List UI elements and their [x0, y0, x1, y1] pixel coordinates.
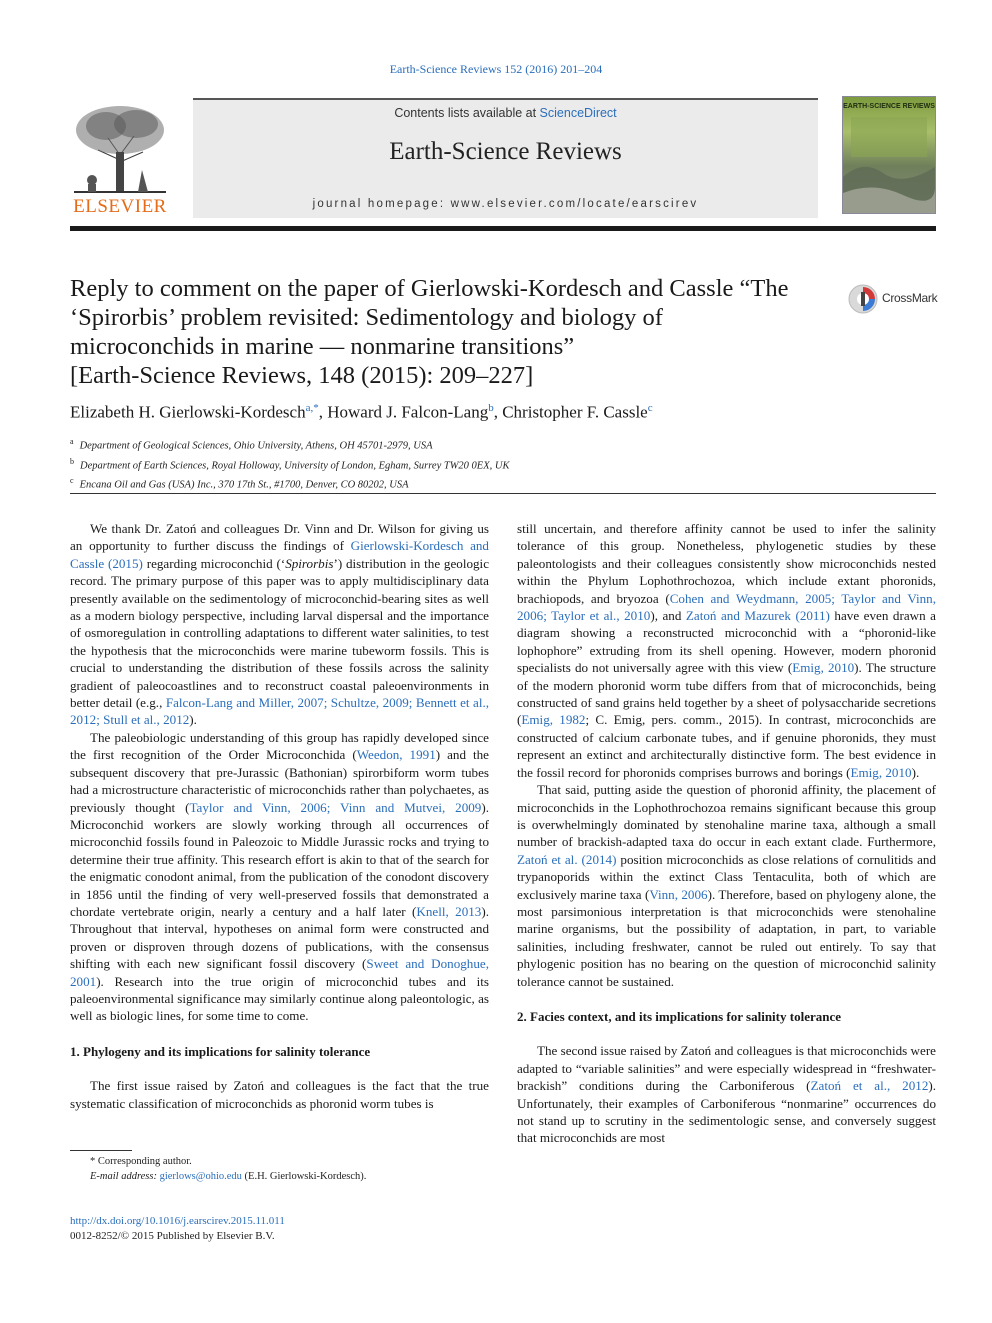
email-link[interactable]: gierlows@ohio.edu [159, 1171, 242, 1182]
citation-link[interactable]: Weedon, 1991 [356, 747, 436, 763]
text-run: have even drawn a diagram showing a reconstructed microconchid with a “phoronid-like lophophore” extruding from its shell opening. However, modern phoronid specialists do not universally agree with this view ( [517, 608, 936, 676]
author-affiliation-mark[interactable]: b [488, 402, 494, 414]
text-run: That said, putting aside the question of phoronid affinity, the placement of microconchids in the Lophothrochozoa remains significant because this group is overwhelmingly dominated by stenohaline marine taxa, although a small number of brackish-adapted taxa do occur in each extant clade. Furthermore, [517, 782, 936, 850]
footnote-rule [70, 1150, 132, 1151]
corresponding-author-footnote [70, 1154, 366, 1184]
crossmark-badge[interactable] [848, 284, 948, 314]
title-divider [70, 493, 936, 494]
body-paragraph [70, 1077, 489, 1112]
citation-link[interactable]: Emig, 2010 [850, 764, 912, 780]
text-run: ). Research into the true origin of microconchid tubes and its paleoenvironmental significance may similarly continue along paleontologic, as well as biologic lines, for some time to come. [70, 973, 489, 1024]
text-run: The first issue raised by Zatoń and colleagues is the fact that the true systematic classification of microconchids as phoronid worm tubes is [70, 1078, 489, 1111]
header-rule [70, 226, 936, 231]
author-name[interactable]: Christopher F. Cassle [502, 402, 648, 422]
title-line: microconchids in marine — nonmarine transitions” [70, 333, 575, 360]
elsevier-tree-icon [68, 100, 172, 196]
citation-link[interactable]: Zatoń et al. (2014) [517, 851, 617, 867]
affiliation-mark: c [70, 476, 74, 485]
italic-text: Spirorbis [285, 555, 334, 571]
footnote-mark: * [90, 1156, 96, 1167]
author-name[interactable]: Elizabeth H. Gierlowski-Kordesch [70, 402, 306, 422]
citation-link[interactable]: Falcon-Lang and Miller, 2007; Schultze, 2009; Bennett et al., 2012; Stull et al., 2012 [70, 695, 490, 728]
doi-block [70, 1214, 285, 1244]
affiliations [70, 434, 509, 493]
affiliation-text: Department of Earth Sciences, Royal Holloway, University of London, Egham, Surrey TW20 0EX, UK [80, 460, 510, 471]
right-column [517, 520, 936, 1147]
sciencedirect-link[interactable]: ScienceDirect [539, 106, 617, 120]
text-run: ; C. Emig, pers. comm., 2015). In contrast, microconchids are constructed of calcium carbonate tubes, and if genuine phoronids, they must represent an extinct and architecturally distinctive form. The best evidence in the fossil record for phoronids comprises burrows and borings ( [517, 712, 936, 780]
citation-link[interactable]: Zatoń and Mazurek (2011) [685, 608, 830, 624]
journal-cover-image [842, 96, 936, 214]
elsevier-logo [68, 100, 172, 218]
journal-homepage[interactable]: journal homepage: www.elsevier.com/locate/earscirev [312, 198, 699, 210]
body-paragraph [70, 729, 489, 1025]
text-run: ). Microconchid workers are slowly working through all occurrences of microconchid fossils found in Paleozoic to Middle Jurassic rocks and trying to determine their true affinity. This research effort is akin to that of the search for the enigmatic conodont animal, from the publication of the conodont discovery in 1856 until the finding of very well-preserved fossils that demonstrated a chordate vertebrate origin, nearly a century and a half later ( [70, 799, 489, 919]
section-heading: 1. Phylogeny and its implications for salinity tolerance [70, 1043, 371, 1059]
body-paragraph [517, 1042, 936, 1146]
author-separator: , [493, 402, 503, 422]
journal-banner [193, 100, 818, 218]
footnote-line [70, 1169, 366, 1184]
left-column [70, 520, 489, 1112]
text-run: ). Unfortunately, their examples of Carboniferous “nonmarine” occurrences do not stand up to scrutiny in the sedimentologic sense, and conversely suggest that microconchids are most [517, 1078, 937, 1146]
text-run: ). Throughout that interval, hypotheses on animal form were constructed and proven or disproven through dozens of publications, with the consensus shifting with each new significant fossil discovery ( [70, 903, 489, 972]
affiliation [70, 473, 509, 493]
elsevier-wordmark: ELSEVIER [73, 196, 167, 217]
citation-link[interactable]: Gierlowski-Kordesch and Cassle (2015) [70, 538, 489, 571]
title-line: ‘Spirorbis’ problem revisited: Sedimentology and biology of [70, 304, 663, 331]
author-affiliation-mark[interactable]: c [647, 402, 653, 414]
text-run: The paleobiologic understanding of this group has rapidly developed since the first recognition of the Order Microconchida ( [70, 729, 489, 763]
affiliation-mark: a [70, 437, 74, 446]
citation-link[interactable]: Cohen and Weydmann, 2005; Taylor and Vinn, 2006; Taylor et al., 2010 [517, 590, 936, 624]
crossmark-label: CrossMark [882, 291, 938, 305]
text-run: We thank Dr. Zatoń and colleagues Dr. Vinn and Dr. Wilson for giving us an opportunity to further discuss the findings of [70, 521, 489, 554]
cover-title: EARTH-SCIENCE REVIEWS [843, 103, 935, 110]
citation-link[interactable]: Emig, 2010 [792, 660, 855, 676]
text-run: ). [189, 712, 197, 728]
body-paragraph [70, 520, 489, 729]
text-run: ). The structure of the modern phoronid worm tube differs from that of microconchids, being constructed of sand grains held together by a sheet of polysaccharide secretions ( [517, 660, 936, 728]
contents-prefix: Contents lists available at [394, 106, 540, 120]
citation-link[interactable]: Vinn, 2006 [649, 886, 708, 902]
text-run: ’) distribution in the geologic record. The primary purpose of this paper was to apply multidisciplinary data presently available on the sedimentology of microconchid-bearing sites as well as a modern biology perspective, including larval dispersal and the importance of osmoregulation in controlling adaptations to different water salinities, to test the hypothesis that the microconchids were marine tubeworm fossils. This is crucial to understanding the distribution of these fossils across the salinity gradient of paleocoastlines and to reconstruct coastal paleoenvironments in better detail (e.g., [70, 555, 490, 711]
affiliation-mark: b [70, 456, 74, 466]
text-run: ). [911, 764, 920, 780]
author-name[interactable]: Howard J. Falcon-Lang [327, 402, 489, 422]
journal-citation[interactable]: Earth-Science Reviews 152 (2016) 201–204 [389, 62, 603, 76]
affiliation [70, 454, 509, 474]
author-separator: , [318, 402, 328, 422]
footnote-label: Corresponding author. [97, 1156, 192, 1167]
crossmark-icon [848, 284, 878, 314]
text-run: ), and [650, 608, 686, 624]
section-heading: 2. Facies context, and its implications for salinity tolerance [517, 1008, 842, 1024]
citation-link[interactable]: Taylor and Vinn, 2006; Vinn and Mutvei, 2009 [189, 799, 482, 815]
body-paragraph [517, 520, 936, 781]
doi-link[interactable]: http://dx.doi.org/10.1016/j.earscirev.2015.11.011 [70, 1215, 285, 1227]
text-run: ) and the subsequent discovery that pre-Jurassic (Bathonian) spirorbiform worm tubes had a microstructure characteristic of microconchids rather than polychaetes, as previously thought ( [70, 747, 489, 815]
affiliation [70, 434, 509, 454]
author-list [70, 402, 653, 423]
journal-title: Earth-Science Reviews [389, 138, 622, 165]
text-run: The second issue raised by Zatoń and colleagues is that microconchids were adapted to “variable salinities” and were especially widespread in “freshwater-brackish” conditions during the Carboniferous ( [517, 1043, 936, 1094]
text-run: ). Therefore, based on phylogeny alone, the most parsimonious interpretation is that microconchids were stenohaline marine organisms, but the possibility of adaptation, in part, to variable salinities, including freshwater, cannot be ruled out entirely. To say that phylogenic position has no bearing on the question of microconchid salinity tolerance cannot be sustained. [517, 886, 936, 989]
author-affiliation-mark[interactable]: a,* [305, 402, 319, 414]
affiliation-text: Encana Oil and Gas (USA) Inc., 370 17th St., #1700, Denver, CO 80202, USA [79, 479, 409, 491]
copyright-line: 0012-8252/© 2015 Published by Elsevier B.V. [70, 1230, 275, 1242]
title-line: [Earth-Science Reviews, 148 (2015): 209–227] [70, 362, 534, 389]
email-label: E-mail address: [90, 1171, 160, 1182]
title-line: Reply to comment on the paper of Gierlowski-Kordesch and Cassle “The [70, 275, 789, 302]
affiliation-text: Department of Geological Sciences, Ohio University, Athens, OH 45701-2979, USA [79, 440, 433, 452]
cover-landscape-icon [843, 97, 935, 213]
citation-link[interactable]: Sweet and Donoghue, 2001 [70, 956, 489, 989]
footnote-line [70, 1154, 366, 1169]
citation-link[interactable]: Emig, 1982 [521, 712, 586, 728]
citation-link[interactable]: Knell, 2013 [416, 903, 482, 919]
email-owner: (E.H. Gierlowski-Kordesch). [241, 1171, 367, 1182]
article-title [70, 274, 810, 390]
contents-availability [193, 106, 818, 120]
text-run: regarding microconchid (‘ [142, 555, 286, 571]
text-run: still uncertain, and therefore affinity cannot be used to infer the salinity tolerance of this group. Nonetheless, phylogenetic studies by these paleontologists and their colleagues consistently show microconchids nested within the Phylum Lophothrochozoa, which include extant phoronids, brachiopods, and bryozoa ( [517, 521, 936, 606]
text-run: position microconchids as close relations of cornulitids and trypanoporids within the extinct Class Tentaculita, both of which are exclusively marine taxa ( [517, 851, 936, 902]
body-paragraph [517, 781, 936, 990]
citation-link[interactable]: Zatoń et al., 2012 [810, 1078, 929, 1094]
